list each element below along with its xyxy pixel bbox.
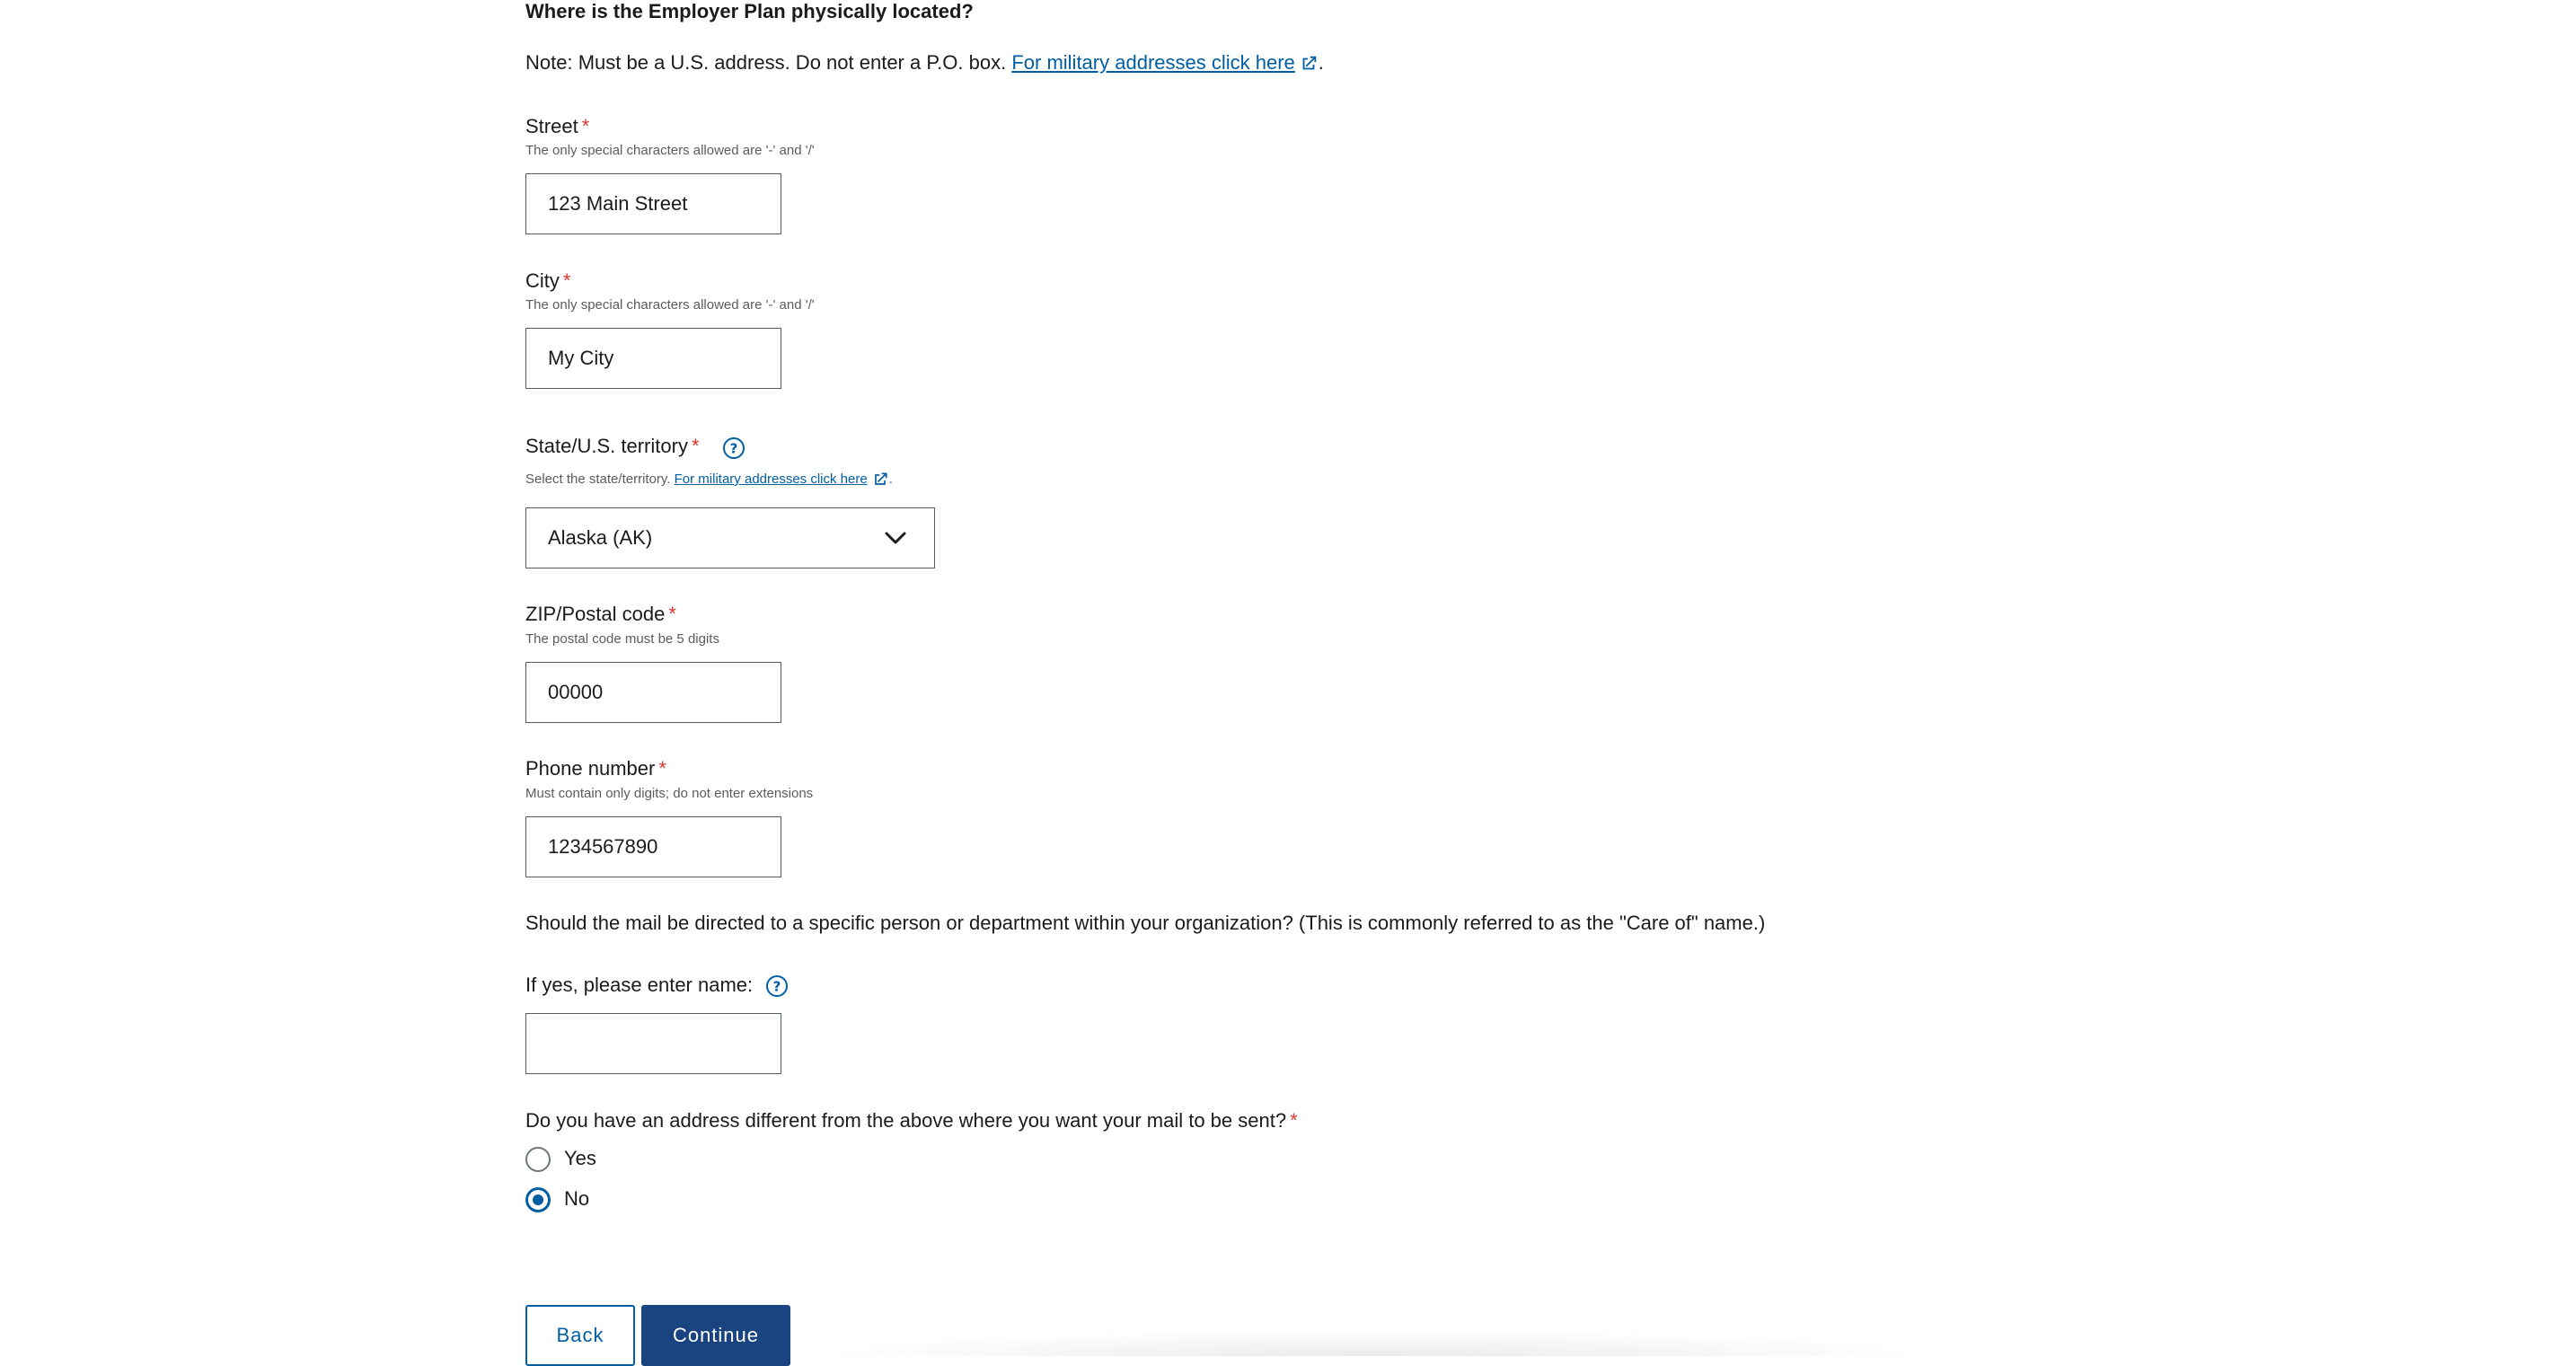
phone-input[interactable] <box>525 816 781 877</box>
note-period: . <box>1318 51 1324 74</box>
state-label <box>525 434 700 459</box>
city-input[interactable] <box>525 328 781 389</box>
external-link-icon[interactable] <box>871 471 889 489</box>
svg-text:?: ? <box>729 440 738 457</box>
state-select-value: Alaska (AK) <box>548 526 653 549</box>
required-asterisk: * <box>562 269 571 292</box>
radio-no-selected-dot <box>533 1194 543 1205</box>
care-of-label: If yes, please enter name: <box>525 974 754 996</box>
care-of-help-icon[interactable] <box>765 974 789 1002</box>
mailing-address-question <box>525 1108 1298 1133</box>
external-link-icon[interactable] <box>1299 54 1319 74</box>
bottom-scroll-shadow <box>790 1329 1958 1356</box>
zip-label <box>525 602 676 627</box>
required-asterisk: * <box>691 435 700 457</box>
required-asterisk: * <box>658 757 666 780</box>
street-label <box>525 114 589 139</box>
address-note <box>525 50 1324 75</box>
street-label-text: Street <box>525 115 578 137</box>
required-asterisk: * <box>1290 1109 1298 1132</box>
city-label-text: City <box>525 269 560 292</box>
radio-no[interactable] <box>525 1187 551 1212</box>
zip-hint: The postal code must be 5 digits <box>525 631 719 647</box>
phone-label <box>525 756 666 781</box>
state-hint-text: Select the state/territory. <box>525 471 671 487</box>
required-asterisk: * <box>581 115 590 137</box>
zip-label-text: ZIP/Postal code <box>525 603 666 625</box>
address-note-text: Note: Must be a U.S. address. Do not enter a P.O. box. <box>525 51 1007 74</box>
radio-yes-label[interactable]: Yes <box>564 1147 596 1169</box>
phone-label-text: Phone number <box>525 757 656 780</box>
phone-hint: Must contain only digits; do not enter extensions <box>525 786 814 801</box>
care-of-input[interactable] <box>525 1013 781 1074</box>
section-title: Where is the Employer Plan physically located? <box>525 0 974 22</box>
street-hint: The only special characters allowed are '-' and '/' <box>525 143 815 158</box>
zip-input[interactable] <box>525 662 781 723</box>
city-label <box>525 269 570 294</box>
state-help-icon[interactable] <box>722 436 745 464</box>
chevron-down-icon <box>884 527 907 553</box>
state-hint <box>525 471 893 489</box>
required-asterisk: * <box>668 603 676 625</box>
state-select[interactable] <box>525 507 935 568</box>
radio-no-label[interactable]: No <box>564 1187 590 1210</box>
state-military-addresses-link[interactable]: For military addresses click here <box>674 471 868 487</box>
mailing-question-text: Do you have an address different from the above where you want your mail to be sent? <box>525 1109 1287 1132</box>
radio-yes[interactable] <box>525 1147 551 1172</box>
military-addresses-link[interactable]: For military addresses click here <box>1011 51 1295 74</box>
state-hint-period: . <box>888 471 893 487</box>
back-button[interactable]: Back <box>525 1305 635 1366</box>
city-hint: The only special characters allowed are '-' and '/' <box>525 297 815 313</box>
street-input[interactable] <box>525 173 781 234</box>
care-of-question: Should the mail be directed to a specific person or department within your organization? (This is commonly referred to as the "Care of" name.) <box>525 912 1766 934</box>
svg-text:?: ? <box>772 978 781 995</box>
state-label-text: State/U.S. territory <box>525 435 688 457</box>
continue-button[interactable]: Continue <box>641 1305 790 1366</box>
